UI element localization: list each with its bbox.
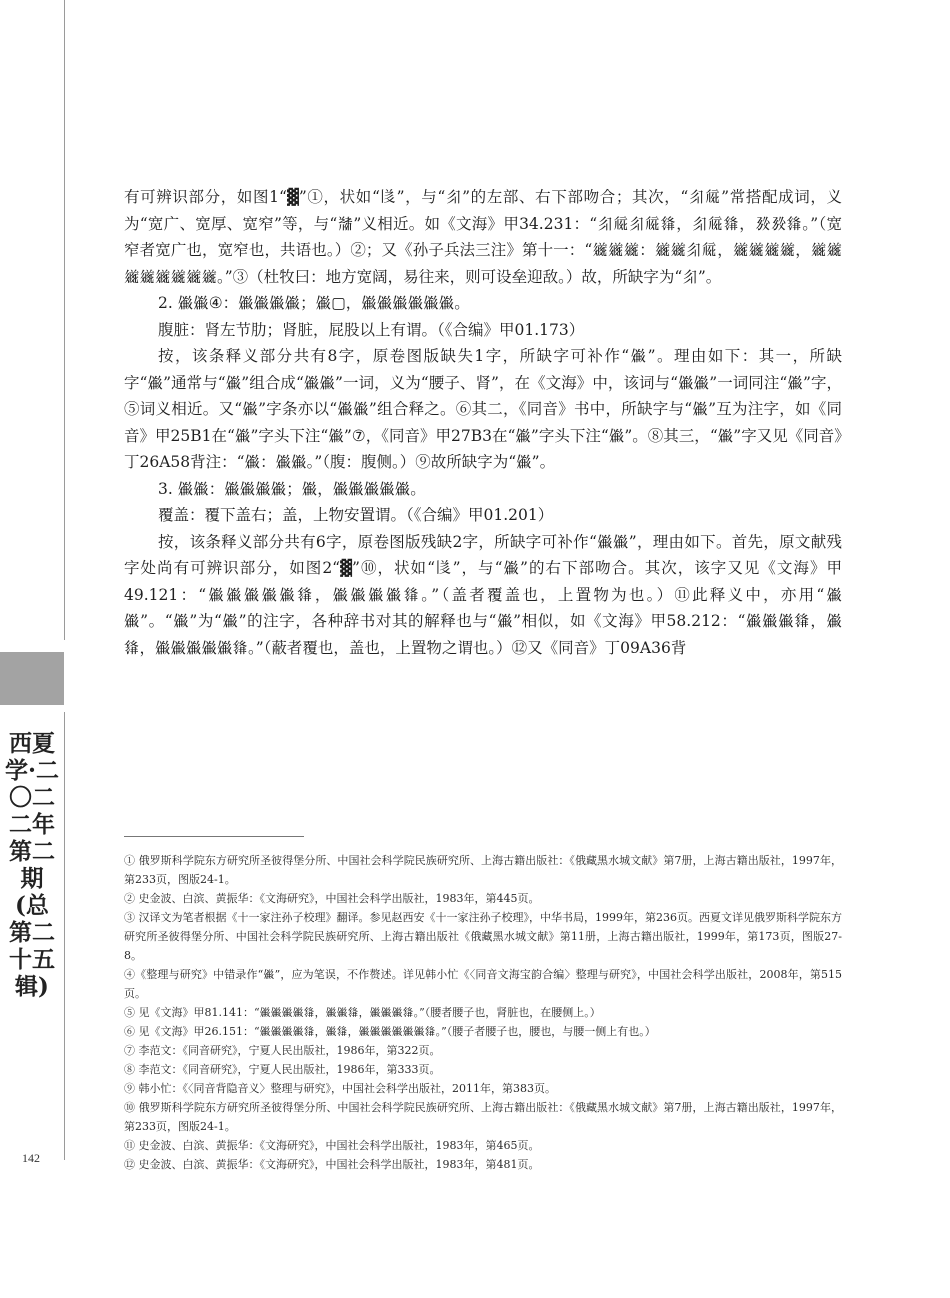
margin-rule-bottom: [64, 712, 65, 1160]
entry-3-heading: 3. 𗏹𗏹：𗏹𗏹𗏹𗏹；𗏹，𗏹𗏹𗏹𗏹𗏹。: [158, 479, 426, 498]
journal-title: 西夏学·二〇二二年第二期(总第二十五辑): [4, 730, 59, 1000]
footnote: ⑫ 史金波、白滨、黄振华：《文海研究》，中国社会科学出版社，1983年，第481页。: [124, 1158, 540, 1171]
paragraph-2: 按，该条释义部分共有8字，原卷图版缺失1字，所缺字可补作“𗏹”。理由如下：其一，所缺字“𗏹”通常与“𗏹”组合成“𗏹𗏹”一词，义为“腰子、肾”，在《文海》中，该词与“𗏹𗏹”一词同注“𗏹”字，⑤词义相近。又“𗏹”字条亦以“𗏹𗏹”组合释之。⑥其二，《同音》书中，所缺字与“𗏹”互为注字，如《同音》甲25B1在“𗏹”字头下注“𗏹”⑦，《同音》甲27B3在“𗏹”字头下注“𗏹”。⑧其三，“𗏹”字又见《同音》丁26A58背注：“𗏹：𗏹𗏹。”（腹：腹侧。）⑨故所缺字为“𗏹”。: [124, 347, 842, 471]
entry-3-gloss: 覆盖：覆下盖右；盖，上物安置谓。（《合编》甲01.201）: [158, 506, 554, 524]
footnotes: [124, 851, 842, 1174]
paragraph-3: 按，该条释义部分共有6字，原卷图版残缺2字，所缺字可补作“𗏹𗏹”，理由如下。首先，原文献残字处尚有可辨识部分，如图2“▓”⑩，状如“𗁅”，与“𗏹”的右下部吻合。其次，该字又见《文海》甲49.121：“𗏹𗏹𗏹𗏹𗏹𗌭，𗏹𗏹𗏹𗏹𗌭。”（盖者覆盖也，上置物为也。）⑪此释义中，亦用“𗏹𗏹”。“𗏹”为“𗏹”的注字，各种辞书对其的解释也与“𗏹”相似，如《文海》甲58.212：“𗏹𗏹𗏹𗌭，𗏹𗌭，𗏹𗏹𗏹𗏹𗏹𗌭。”（蔽者覆也，盖也，上置物之谓也。）⑫又《同音》丁09A36背: [124, 532, 842, 657]
entry-2-heading: 2. 𗏹𗏹④：𗏹𗏹𗏹𗏹；𗏹▢，𗏹𗏹𗏹𗏹𗏹𗏹。: [158, 294, 470, 312]
footnote-rule: [124, 836, 304, 837]
footnote: ⑧ 李范文：《同音研究》，宁夏人民出版社，1986年，第333页。: [124, 1063, 441, 1076]
footnote: ⑤ 见《文海》甲81.141：“𗏹𗏹𗏹𗏹𗌭，𗏹𗏹𗌭，𗏹𗏹𗏹𗌭。”（腰者腰子也，肾脏也，在腰侧上。）: [124, 1006, 601, 1019]
margin-rule-top: [64, 0, 65, 640]
footnote: ④《整理与研究》中错录作“𗏹”，应为笔误，不作赘述。详见韩小忙《〈同音文海宝韵合编〉整理与研究》，中国社会科学出版社，2008年，第515页。: [124, 968, 842, 1000]
footnote: ① 俄罗斯科学院东方研究所圣彼得堡分所、中国社会科学院民族研究所、上海古籍出版社：《俄藏黑水城文献》第7册，上海古籍出版社，1997年，第233页，图版24-1。: [124, 854, 842, 886]
body-text: [124, 184, 842, 661]
footnote: ⑩ 俄罗斯科学院东方研究所圣彼得堡分所、中国社会科学院民族研究所、上海古籍出版社：《俄藏黑水城文献》第7册，上海古籍出版社，1997年，第233页，图版24-1。: [124, 1101, 842, 1133]
footnote: ③ 汉译文为笔者根据《十一家注孙子校理》翻译。参见赵西安《十一家注孙子校理》，中华书局，1999年，第236页。西夏文详见俄罗斯科学院东方研究所圣彼得堡分所、中国社会科学院民族研究所、上海古籍出版社《俄藏黑水城文献》第11册，上海古籍出版社，1999年，第173页，图版27-8。: [124, 911, 842, 962]
page-number: 142: [22, 1151, 40, 1165]
paragraph-1: 有可辨识部分，如图1“▓”①，状如“𗁅”，与“𗼃”的左部、右下部吻合；其次，“𗼃𗏁”常搭配成词，义为“宽广、宽厚、宽窄”等，与“𘃟”义相近。如《文海》甲34.231：“𗼃𗏁𗼃𗏁𗌭，𗼃𗏁𗌭，𗉔𗉔𗌭。”（宽窄者宽广也，宽窄也，共语也。）②；又《孙子兵法三注》第十一：“𗫂𗫂𗫂：𗫂𗫂𗼃𗏁，𗫂𗫂𗫂𗫂，𗫂𗫂𗫂𗫂𗫂𗫂𗫂𗫂。”③（杜牧曰：地方宽阔，易往来，则可设垒迎敌。）故，所缺字为“𗼃”。: [124, 188, 842, 286]
footnote: ⑨ 韩小忙：《〈同音背隐音义〉整理与研究》，中国社会科学出版社，2011年，第383页。: [124, 1082, 556, 1095]
section-tab: [0, 652, 64, 705]
footnote: ② 史金波、白滨、黄振华：《文海研究》，中国社会科学出版社，1983年，第445页。: [124, 892, 540, 905]
footnote: ⑥ 见《文海》甲26.151：“𗏹𗏹𗏹𗏹𗌭，𗏹𗌭，𗏹𗏹𗏹𗏹𗏹𗏹𗌭。”（腰子者腰子也，腰也，与腰一侧上有也。）: [124, 1025, 656, 1038]
footnote: ⑦ 李范文：《同音研究》，宁夏人民出版社，1986年，第322页。: [124, 1044, 441, 1057]
footnote: ⑪ 史金波、白滨、黄振华：《文海研究》，中国社会科学出版社，1983年，第465页。: [124, 1139, 540, 1152]
entry-2-gloss: 腹脏：肾左节肋；肾脏，屁股以上有谓。（《合编》甲01.173）: [158, 320, 585, 339]
